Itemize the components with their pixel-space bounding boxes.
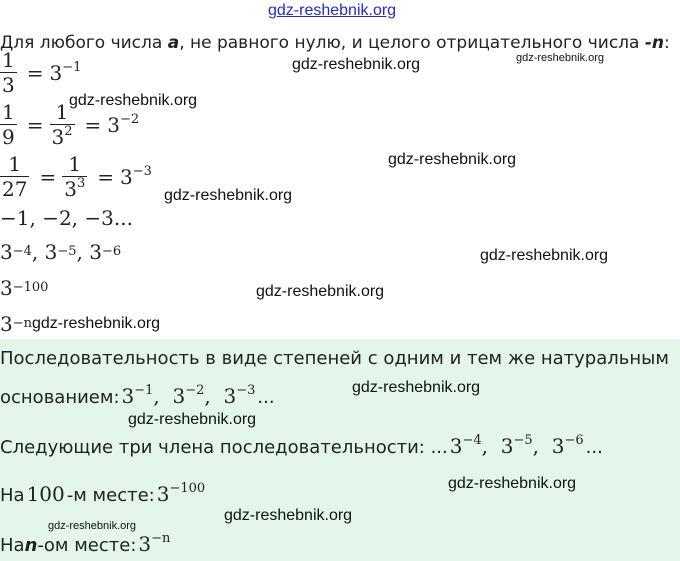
intro-text: Для любого числа a, не равного нулю, и целого отрицательного числа -n:: [0, 33, 670, 53]
watermark: gdz-reshebnik.org: [292, 56, 421, 73]
watermark: gdz-reshebnik.org: [32, 315, 161, 332]
watermark: gdz-reshebnik.org: [128, 411, 257, 428]
exponent-list: −1, −2, −3...: [0, 206, 133, 230]
answer-line-5: На n -ом месте: $3^{-n}$: [0, 531, 171, 556]
watermark: gdz-reshebnik.org: [69, 92, 198, 109]
answer-line-3: Следующие три члена последовательности: ... $3^{-4}$, $3^{-5}$, $3^{-6}$ ...: [0, 433, 603, 458]
watermark: gdz-reshebnik.org: [516, 52, 605, 64]
term-100: 3 −100: [0, 276, 49, 300]
next-terms: 3 −4 , 3 −5 , 3 −6: [0, 240, 122, 264]
equation-2: $\frac{1}{9}$ = $\frac{1}{3^2}$ = $3^{-2}$: [2, 100, 140, 149]
watermark: gdz-reshebnik.org: [256, 283, 385, 300]
answer-line-4: На 100 -м месте: $3^{-100}$: [0, 481, 206, 506]
answer-line-1: Последовательность в виде степеней с одним и тем же натуральным: [0, 348, 669, 369]
answer-line-2: основанием: $3^{-1}$, $3^{-2}$, $3^{-3}$ ...: [0, 383, 275, 408]
equation-1: $\frac{1}{3}$ = $3^{-1}$: [2, 48, 82, 97]
watermark: gdz-reshebnik.org: [480, 247, 609, 264]
term-n: 3 −n: [0, 312, 32, 336]
watermark: gdz-reshebnik.org: [448, 475, 577, 492]
watermark: gdz-reshebnik.org: [164, 187, 293, 204]
watermark: gdz-reshebnik.org: [352, 379, 481, 396]
equation-3: $\frac{1}{27}$ = $\frac{1}{3^3}$ = $3^{-3}$: [2, 152, 152, 201]
watermark: gdz-reshebnik.org: [48, 520, 137, 532]
site-title-link[interactable]: gdz-reshebnik.org: [268, 2, 397, 19]
watermark: gdz-reshebnik.org: [224, 507, 353, 524]
watermark: gdz-reshebnik.org: [388, 151, 517, 168]
